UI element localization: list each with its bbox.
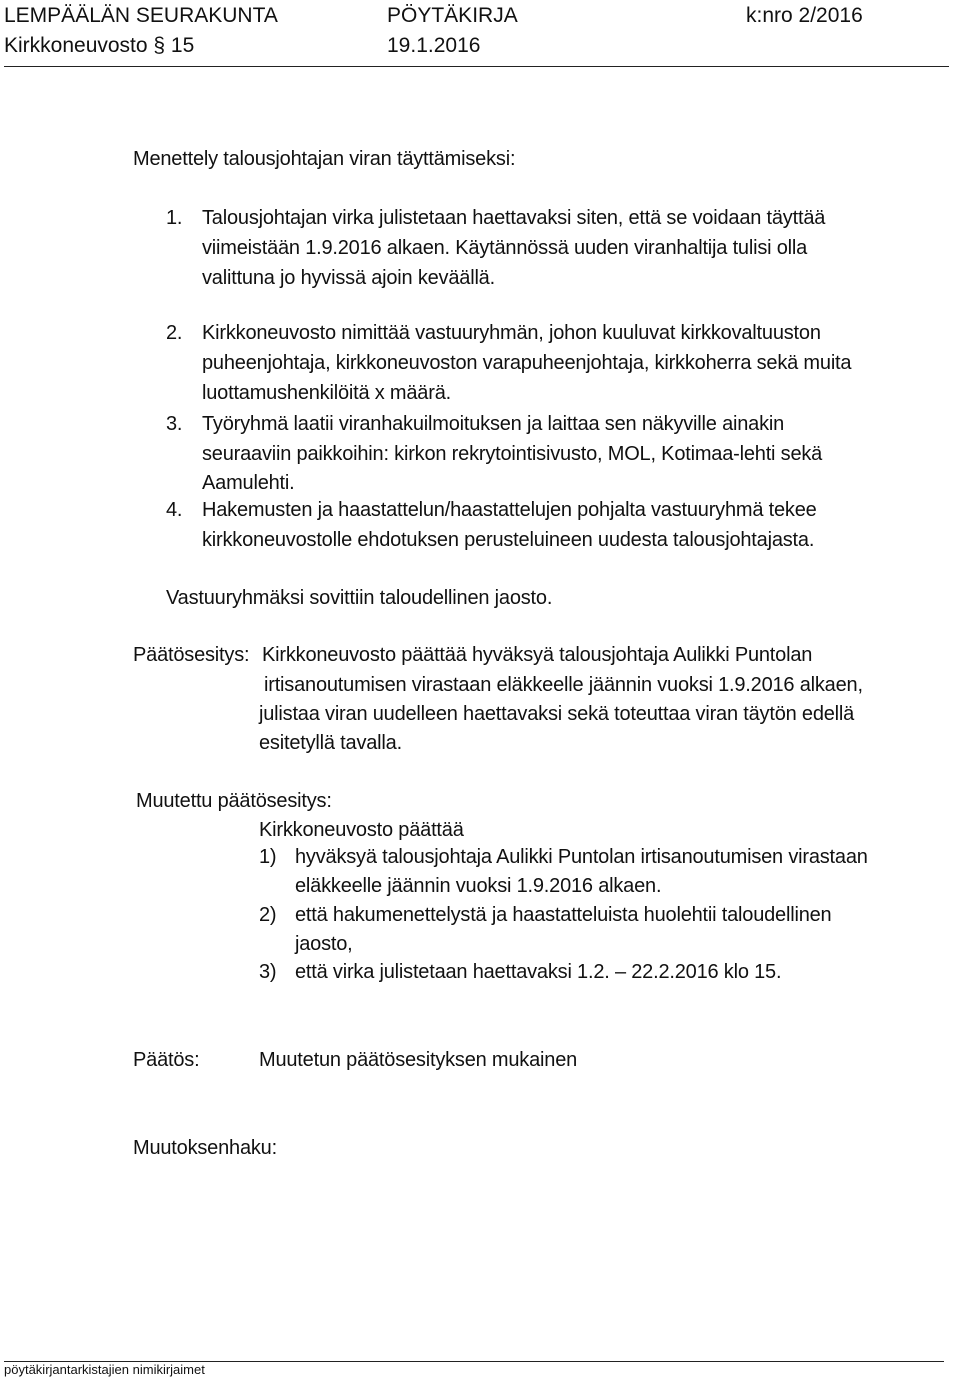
footer-initials-label: pöytäkirjantarkistajien nimikirjaimet <box>4 1362 205 1377</box>
modified-proposal-label: Muutettu päätösesitys: <box>136 790 332 812</box>
modified-item-line: jaosto, <box>295 933 353 955</box>
procedure-item-number: 1. <box>166 207 183 229</box>
appeal-label: Muutoksenhaku: <box>133 1137 277 1159</box>
procedure-item-number: 2. <box>166 322 183 344</box>
proposal-line: julistaa viran uudelleen haettavaksi sekä toteuttaa viran täytön edellä <box>259 703 855 725</box>
procedure-item-line: viimeistään 1.9.2016 alkaen. Käytännössä uuden viranhaltija tulisi olla <box>202 237 808 259</box>
procedure-note: Vastuuryhmäksi sovittiin taloudellinen jaosto. <box>166 587 553 609</box>
proposal-label: Päätösesitys: <box>133 644 250 666</box>
procedure-item-line: Kirkkoneuvosto nimittää vastuuryhmän, johon kuuluvat kirkkovaltuuston <box>202 322 821 344</box>
procedure-item-line: valittuna jo hyvissä ajoin keväällä. <box>202 267 495 289</box>
section-reference: Kirkkoneuvosto § 15 <box>4 34 195 57</box>
modified-item-number: 2) <box>259 904 277 926</box>
procedure-item-number: 3. <box>166 413 183 435</box>
procedure-item-line: Työryhmä laatii viranhakuilmoituksen ja laittaa sen näkyville ainakin <box>202 413 785 435</box>
procedure-item-line: puheenjohtaja, kirkkoneuvoston varapuheenjohtaja, kirkkoherra sekä muita <box>202 352 852 374</box>
modified-item-number: 3) <box>259 961 277 983</box>
document-number: k:nro 2/2016 <box>746 4 863 27</box>
header-divider <box>4 66 949 67</box>
procedure-item-line: kirkkoneuvostolle ehdotuksen perusteluineen uudesta talousjohtajasta. <box>202 529 815 551</box>
modified-item-number: 1) <box>259 846 277 868</box>
procedure-title: Menettely talousjohtajan viran täyttämiseksi: <box>133 148 516 170</box>
modified-item-line: että hakumenettelystä ja haastatteluista huolehtii taloudellinen <box>295 904 832 926</box>
modified-proposal-intro: Kirkkoneuvosto päättää <box>259 819 464 841</box>
proposal-line: esitetyllä tavalla. <box>259 732 402 754</box>
decision-text: Muutetun päätösesityksen mukainen <box>259 1049 578 1071</box>
modified-item-line: että virka julistetaan haettavaksi 1.2. – 22.2.2016 klo 15. <box>295 961 782 983</box>
procedure-item-line: Talousjohtajan virka julistetaan haettavaksi siten, että se voidaan täyttää <box>202 207 826 229</box>
decision-label: Päätös: <box>133 1049 200 1071</box>
modified-item-line: hyväksyä talousjohtaja Aulikki Puntolan irtisanoutumisen virastaan <box>295 846 868 868</box>
proposal-line: Kirkkoneuvosto päättää hyväksyä talousjohtaja Aulikki Puntolan <box>262 644 813 666</box>
procedure-item-number: 4. <box>166 499 183 521</box>
procedure-item-line: Aamulehti. <box>202 472 295 494</box>
procedure-item-line: seuraaviin paikkoihin: kirkon rekrytointisivusto, MOL, Kotimaa-lehti sekä <box>202 443 823 465</box>
procedure-item-line: luottamushenkilöitä x määrä. <box>202 382 451 404</box>
org-name: LEMPÄÄLÄN SEURAKUNTA <box>4 4 278 27</box>
meeting-date: 19.1.2016 <box>387 34 481 57</box>
proposal-line: irtisanoutumisen virastaan eläkkeelle jäännin vuoksi 1.9.2016 alkaen, <box>264 674 863 696</box>
procedure-item-line: Hakemusten ja haastattelun/haastattelujen pohjalta vastuuryhmä tekee <box>202 499 817 521</box>
modified-item-line: eläkkeelle jäännin vuoksi 1.9.2016 alkaen. <box>295 875 662 897</box>
document-type: PÖYTÄKIRJA <box>387 4 518 27</box>
